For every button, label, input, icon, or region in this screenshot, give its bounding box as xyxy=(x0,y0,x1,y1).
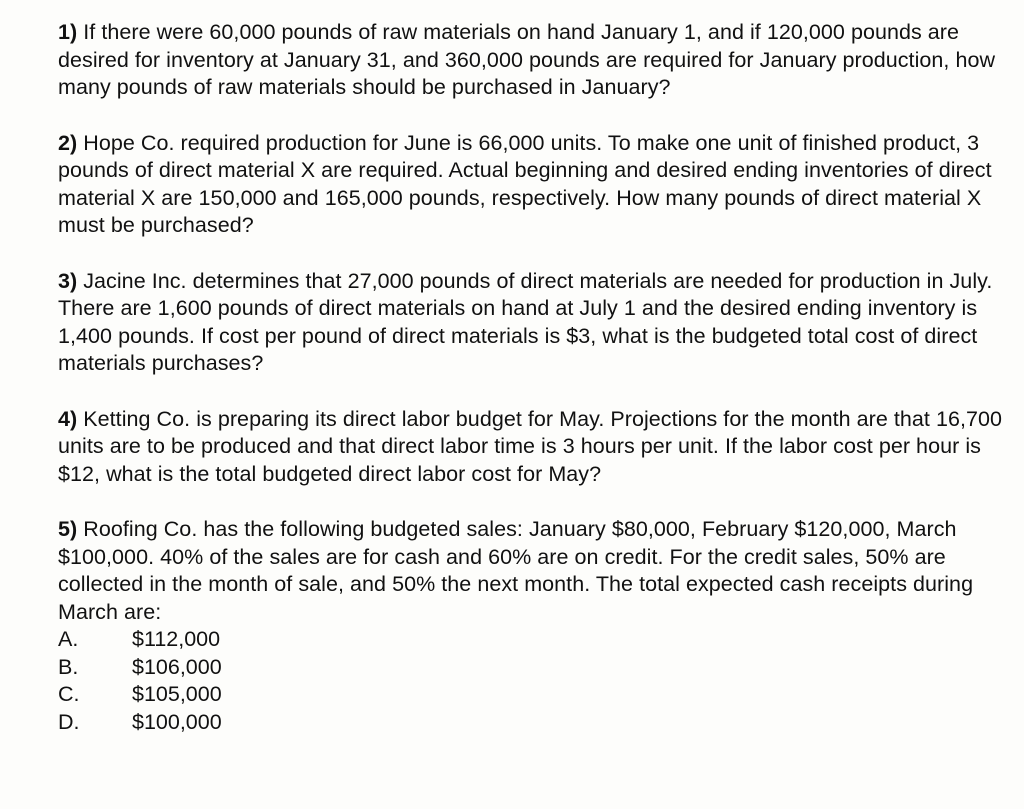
question-number: 3) xyxy=(58,268,78,293)
question-3 xyxy=(58,268,1004,378)
choice-b xyxy=(58,654,1004,682)
question-number: 4) xyxy=(58,406,78,431)
choice-letter: A. xyxy=(58,627,79,651)
question-text: Roofing Co. has the following budgeted sales: January $80,000, February $120,000, March $100,000. 40% of the sales are for cash and 60% are on credit. For the credit sales, 50% are collected in the month of sale, and 50% the next month. The total expected cash receipts during March are: xyxy=(58,517,974,624)
question-4 xyxy=(58,406,1004,489)
question-1 xyxy=(58,19,1004,102)
question-5 xyxy=(58,516,1004,626)
choice-letter: B. xyxy=(58,654,79,679)
choice-letter: C. xyxy=(58,682,80,706)
choice-letter: D. xyxy=(58,709,80,734)
choice-d xyxy=(58,709,1004,737)
answer-choices xyxy=(58,626,1004,736)
question-number: 1) xyxy=(58,20,78,44)
question-number: 5) xyxy=(58,517,78,541)
choice-value: $105,000 xyxy=(132,682,222,706)
choice-value: $100,000 xyxy=(132,709,222,734)
question-2 xyxy=(58,130,1004,240)
question-text: Hope Co. required production for June is 66,000 units. To make one unit of finished product, 3 pounds of direct material X are required. Actual beginning and desired ending inventories of direct material X are 150,000 and 165,000 pounds, respectively. How many pounds of direct material X must be purchased? xyxy=(58,130,992,237)
question-text: If there were 60,000 pounds of raw materials on hand January 1, and if 120,000 pounds are desired for inventory at January 31, and 360,000 pounds are required for January production, how many pounds of raw materials should be purchased in January? xyxy=(58,20,996,99)
choice-value: $112,000 xyxy=(132,627,221,651)
choice-a xyxy=(58,626,1004,654)
choice-value: $106,000 xyxy=(132,654,222,679)
question-number: 2) xyxy=(58,130,78,155)
question-text: Jacine Inc. determines that 27,000 pounds of direct materials are needed for production in July. There are 1,600 pounds of direct materials on hand at July 1 and the desired ending inventory is 1,400 pounds. If cost per pound of direct materials is $3, what is the budgeted total cost of direct materials purchases? xyxy=(58,268,993,375)
question-text: Ketting Co. is preparing its direct labor budget for May. Projections for the month are that 16,700 units are to be produced and that direct labor time is 3 hours per unit. If the labor cost per hour is $12, what is the total budgeted direct labor cost for May? xyxy=(58,406,1003,486)
choice-c xyxy=(58,681,1004,709)
